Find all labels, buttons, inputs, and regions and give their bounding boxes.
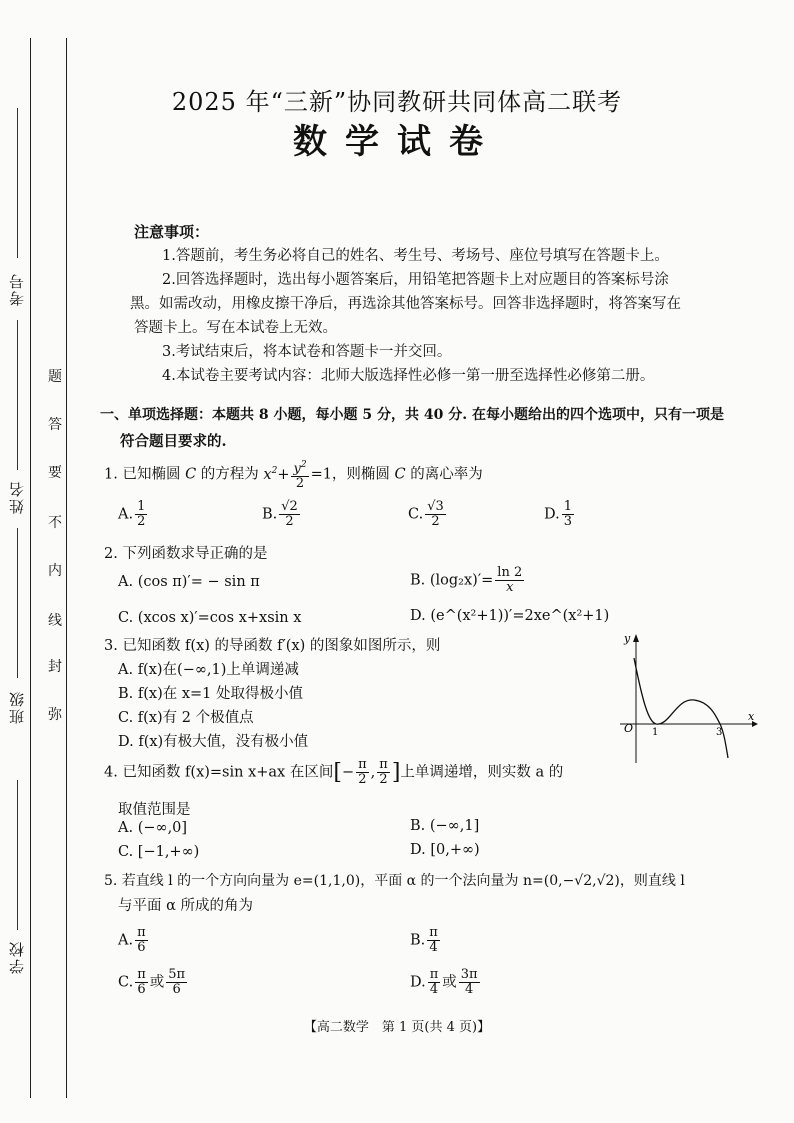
- q4-minus: −: [341, 764, 355, 781]
- option-letter: C.: [118, 974, 134, 991]
- q4-option-a: A. (−∞,0]: [118, 820, 188, 836]
- field-class-line: [17, 528, 18, 678]
- question-4-stem: 4. 已知函数 f(x)=sin x+ax 在区间[− $\frac{\pi}{2}$ , $\frac{\pi}{2}$ ]上单调递增，则实数 a 的: [104, 757, 564, 787]
- option-frac: [166, 968, 187, 997]
- frac-num: π: [379, 757, 388, 772]
- q2-option-a: A. (cos π)′= − sin π: [118, 574, 260, 590]
- graph-y-arrow: [633, 634, 639, 642]
- option-letter: D.: [544, 506, 560, 523]
- frac-den: 2: [358, 772, 367, 787]
- frac-num: π: [137, 925, 146, 940]
- seal-char: 内: [48, 563, 62, 579]
- option-frac: [279, 500, 300, 529]
- q5-option-c: [118, 968, 189, 997]
- derivative-graph: [612, 628, 762, 768]
- q1-text-eq: =1，则椭圆: [310, 466, 395, 483]
- graph-label-one: 1: [652, 727, 659, 738]
- option-letter: D.: [410, 974, 426, 991]
- q4-option-c: C. [−1,+∞): [118, 844, 200, 860]
- seal-char: 题: [48, 369, 62, 385]
- notice-item: 2.回答选择题时，选出每小题答案后，用铅笔把答题卡上对应题目的答案标号涂: [162, 272, 669, 288]
- q4-option-d: D. [0,+∞): [410, 842, 480, 858]
- field-class-label: 班级: [8, 690, 26, 724]
- q2-option-b-pre: B. (log₂x)′=: [410, 572, 494, 589]
- notice-item: 1.答题前，考生务必将自己的姓名、考生号、考场号、座位号填写在答题卡上。: [162, 248, 669, 264]
- margin-line-right: [66, 38, 67, 1098]
- frac-den: 4: [429, 982, 439, 997]
- section-heading-cont: 符合题目要求的.: [120, 433, 227, 450]
- option-letter: C.: [408, 506, 424, 523]
- q4-interval-right: [377, 758, 390, 787]
- option-frac: [425, 500, 446, 529]
- q5-option-a: [118, 926, 150, 955]
- q3-option-b: B. f(x)在 x=1 处取得极小值: [118, 686, 304, 702]
- q1-option-c: [408, 500, 448, 529]
- question-4-stem-cont: 取值范围是: [118, 802, 191, 818]
- margin-line-left: [30, 38, 31, 1098]
- q4-text-a: 4. 已知函数 f(x)=sin x+ax 在区间: [104, 764, 334, 781]
- seal-char: 要: [48, 465, 62, 481]
- option-frac: [135, 926, 148, 955]
- seal-char: 线: [48, 613, 62, 629]
- q4-interval: [: [333, 760, 342, 785]
- frac-den: 2: [285, 514, 294, 529]
- seal-char: 答: [48, 417, 62, 433]
- q3-option-c: C. f(x)有 2 个极值点: [118, 710, 254, 726]
- q1-text-a: 1. 已知椭圆: [104, 466, 186, 483]
- option-letter: A.: [118, 506, 134, 523]
- q2-option-c: C. (xcos x)′=cos x+xsin x: [118, 610, 302, 626]
- frac-den: x: [506, 580, 514, 595]
- option-frac: [135, 500, 147, 529]
- q3-option-a: A. f(x)在(−∞,1)上单调递减: [118, 662, 299, 678]
- notice-item: 答题卡上。写在本试卷上无效。: [134, 320, 337, 336]
- frac-num: 3π: [460, 967, 478, 982]
- frac-den: 6: [137, 940, 146, 955]
- field-name-label: 姓名: [8, 480, 26, 514]
- frac-num: ln 2: [497, 565, 523, 580]
- q4-interval-left: [356, 758, 369, 787]
- option-frac: [428, 968, 441, 997]
- q4-interval-close: ]: [391, 760, 401, 785]
- frac-num: 1: [137, 499, 146, 514]
- field-school-line: [17, 780, 18, 930]
- q1-option-d: [544, 500, 576, 529]
- or-text: 或: [149, 974, 165, 991]
- q1-option-a: [118, 500, 149, 529]
- notice-item: 4.本试卷主要考试内容：北师大版选择性必修一第一册至选择性必修第二册。: [162, 368, 655, 384]
- frac-num: π: [429, 967, 439, 982]
- frac-den: 4: [465, 982, 474, 997]
- option-letter: A.: [118, 932, 134, 949]
- q5-option-d: [410, 968, 482, 997]
- seal-char: 不: [48, 515, 62, 531]
- question-3-stem: 3. 已知函数 f(x) 的导函数 f′(x) 的图象如图所示，则: [104, 638, 441, 654]
- frac-den: 2: [431, 514, 440, 529]
- q4-option-b: B. (−∞,1]: [410, 818, 480, 834]
- q3-option-d: D. f(x)有极大值，没有极小值: [118, 734, 309, 750]
- or-text: 或: [442, 974, 457, 991]
- subject-title: 数学试卷: [293, 122, 501, 162]
- graph-curve: [634, 658, 728, 758]
- option-frac: [495, 566, 524, 595]
- frac-num: π: [358, 757, 367, 772]
- notice-block: [130, 220, 724, 388]
- seal-char: 封: [48, 659, 62, 675]
- q1-text-b: 的方程为: [196, 466, 264, 483]
- option-frac: [562, 500, 574, 529]
- notice-heading: 注意事项：: [134, 223, 210, 241]
- frac-den: 4: [429, 940, 438, 955]
- q1-option-b: [262, 500, 302, 529]
- frac-den: 3: [563, 514, 572, 529]
- frac-num: π: [137, 967, 146, 982]
- exam-title: 2025 年“三新”协同教研共同体高二联考: [171, 88, 623, 116]
- seal-char: 弥: [48, 707, 62, 723]
- option-frac: [427, 926, 440, 955]
- option-frac: [135, 968, 148, 997]
- q1-equation-frac: $\frac{y^2}{2}$: [293, 460, 307, 492]
- option-letter: B.: [262, 506, 278, 523]
- question-1-stem: [104, 458, 483, 491]
- graph-label-y: y: [624, 632, 631, 645]
- option-letter: B.: [410, 932, 426, 949]
- option-frac: [459, 968, 480, 997]
- graph-label-three: 3: [716, 727, 723, 738]
- question-5-stem: 5. 若直线 l 的一个方向向量为 e=(1,1,0)，平面 α 的一个法向量为 n=(0,−√2,√2)，则直线 l: [104, 873, 685, 889]
- frac-num: 1: [563, 499, 572, 514]
- field-name-line: [17, 320, 18, 470]
- graph-label-x: x: [748, 710, 755, 723]
- field-exam-no-label: 考号: [8, 272, 26, 306]
- frac-num: √3: [427, 499, 444, 514]
- q4-text-b: 上单调递增，则实数 a 的: [400, 764, 564, 781]
- frac-den: 6: [172, 982, 181, 997]
- question-2-stem: 2. 下列函数求导正确的是: [104, 546, 268, 562]
- q1-equation-x: $x^2+$: [263, 465, 290, 483]
- q1-text-c: 的离心率为: [405, 466, 483, 483]
- frac-den: 2: [137, 514, 146, 529]
- frac-den: 2: [379, 772, 388, 787]
- question-5-stem-cont: 与平面 α 所成的角为: [118, 898, 254, 914]
- q5-option-b: [410, 926, 442, 955]
- q1-var-c2: C: [394, 466, 406, 483]
- q2-option-b: [410, 566, 526, 595]
- frac-num: √2: [281, 499, 298, 514]
- notice-item: 黑。如需改动，用橡皮擦干净后，再选涂其他答案标号。回答非选择题时，将答案写在: [130, 296, 681, 312]
- graph-label-origin: O: [624, 722, 634, 735]
- page-footer: 【高二数学 第 1 页(共 4 页)】: [303, 1020, 491, 1035]
- section-heading: 一、单项选择题：本题共 8 小题，每小题 5 分，共 40 分. 在每小题给出的四个选项中，只有一项是: [100, 407, 724, 423]
- q2-option-d: D. (e^(x²+1))′=2xe^(x²+1): [410, 608, 610, 624]
- frac-den: 6: [137, 982, 146, 997]
- frac-num: 5π: [168, 967, 186, 982]
- field-school-label: 学校: [8, 940, 26, 974]
- frac-num: π: [429, 925, 438, 940]
- q1-var-c: C: [185, 466, 197, 483]
- notice-item: 3.考试结束后，将本试卷和答题卡一并交回。: [162, 344, 452, 360]
